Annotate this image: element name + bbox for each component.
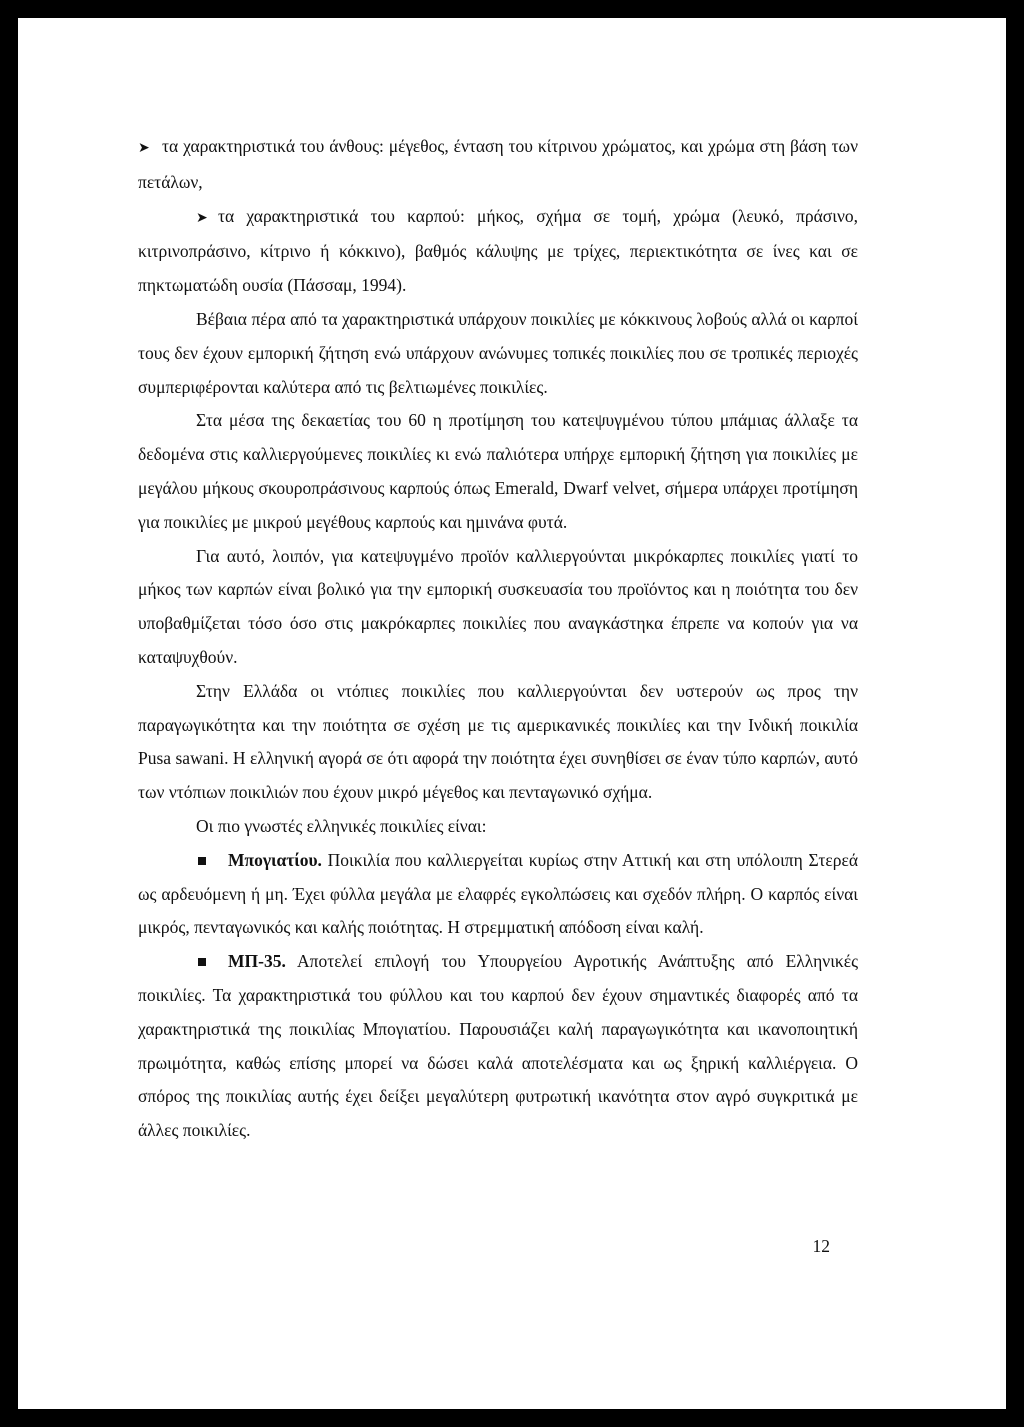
paragraph: Οι πιο γνωστές ελληνικές ποικιλίες είναι: <box>196 815 487 836</box>
variety-description: Αποτελεί επιλογή του Υπουργείου Αγροτικής Ανάπτυξης από Ελληνικές ποικιλίες. Τα χαρακτηριστικά του φύλλου και του καρπού δεν έχουν σημαντικές διαφορές από τα χαρακτηριστικά της ποικιλίας Μπογιατίου. Παρουσιάζει καλή παραγωγικότητα και ικανοποιητική πρωιμότητα, καθώς επίσης μπορεί να δώσει καλά αποτελέσματα και ως ξηρική καλλιέργεια. Ο σπόρος της ποικιλίας αυτής έχει δείξει μεγαλύτερη φυτρωτική ικανότητα στον αγρό συγκριτικά με άλλες ποικιλίες. <box>138 951 858 1141</box>
variety-name: Μπογιατίου. <box>228 849 322 870</box>
paragraph: Βέβαια πέρα από τα χαρακτηριστικά υπάρχουν ποικιλίες με κόκκινους λοβούς αλλά οι καρποί τους δεν έχουν εμπορική ζήτηση ενώ υπάρχουν ανώνυμες τοπικές ποικιλίες που σε τροπικές περιοχές συμπεριφέρονται καλύτερα από τις βελτιωμένες ποικιλίες. <box>138 308 858 397</box>
arrow-bullet-icon: ➤ <box>138 141 150 156</box>
page-number: 12 <box>812 1236 830 1256</box>
paragraph-fruit: τα χαρακτηριστικά του καρπού: μήκος, σχήμα σε τομή, χρώμα (λευκό, πράσινο, κιτρινοπράσινο, κίτρινο ή κόκκινο), βαθμός κάλυψης με τρίχες, περιεκτικότητα σε ίνες και σε πηκτωματώδη ουσία (Πάσσαμ, 1994). <box>138 205 858 296</box>
variety-description: Ποικιλία που καλλιεργείται κυρίως στην Αττική και στη υπόλοιπη Στερεά ως αρδευόμενη ή μη. Έχει φύλλα μεγάλα με ελαφρές εγκολπώσεις και σχεδόν πλήρη. Ο καρπός είναι μικρός, πενταγωνικός και καλής ποιότητας. Η στρεμματική απόδοση είναι καλή. <box>138 849 858 938</box>
arrow-bullet-icon: ➤ <box>196 210 208 226</box>
square-bullet-icon <box>198 857 206 865</box>
paragraph: Στην Ελλάδα οι ντόπιες ποικιλίες που καλλιεργούνται δεν υστερούν ως προς την παραγωγικότητα και την ποιότητα σε σχέση με τις αμερικανικές ποικιλίες και την Ινδική ποικιλία Pusa sawani. Η ελληνική αγορά σε ότι αφορά την ποιότητα έχει συνηθίσει σε έναν τύπο καρπών, αυτό των ντόπιων ποικιλιών που έχουν μικρό μέγεθος και πενταγωνικό σχήμα. <box>138 680 858 803</box>
list-item-mpogiatiou <box>138 844 858 945</box>
square-bullet-icon <box>198 958 206 966</box>
paragraph: Στα μέσα της δεκαετίας του 60 η προτίμηση του κατεψυγμένου τύπου μπάμιας άλλαξε τα δεδομένα στις καλλιεργούμενες ποικιλίες κι ενώ παλιότερα υπήρχε εμπορική ζήτηση για ποικιλίες με μεγάλου μήκους σκουροπράσινους καρπούς όπως Emerald, Dwarf velvet, σήμερα υπάρχει προτίμηση για ποικιλίες με μικρού μεγέθους καρπούς και ημινάνα φυτά. <box>138 410 858 532</box>
body-text <box>138 130 858 1148</box>
paragraph-flower: τα χαρακτηριστικά του άνθους: μέγεθος, ένταση του κίτρινου χρώματος, και χρώμα στη βάση των πετάλων, <box>138 136 858 192</box>
list-item-mp35 <box>138 945 858 1148</box>
document-page <box>18 18 1006 1409</box>
list-item-flower <box>138 130 858 200</box>
paragraph: Για αυτό, λοιπόν, για κατεψυγμένο προϊόν καλλιεργούνται μικρόκαρπες ποικιλίες γιατί το μήκος των καρπών είναι βολικό για την εμπορική συσκευασία του προϊόντος και η ποιότητα του δεν υποβαθμίζεται τόσο όσο στις μακρόκαρπες ποικιλίες που αναγκάστηκα έπρεπε να κοπούν για να καταψυχθούν. <box>138 545 858 667</box>
variety-name: ΜΠ-35. <box>228 951 286 972</box>
list-item-fruit <box>138 200 858 303</box>
